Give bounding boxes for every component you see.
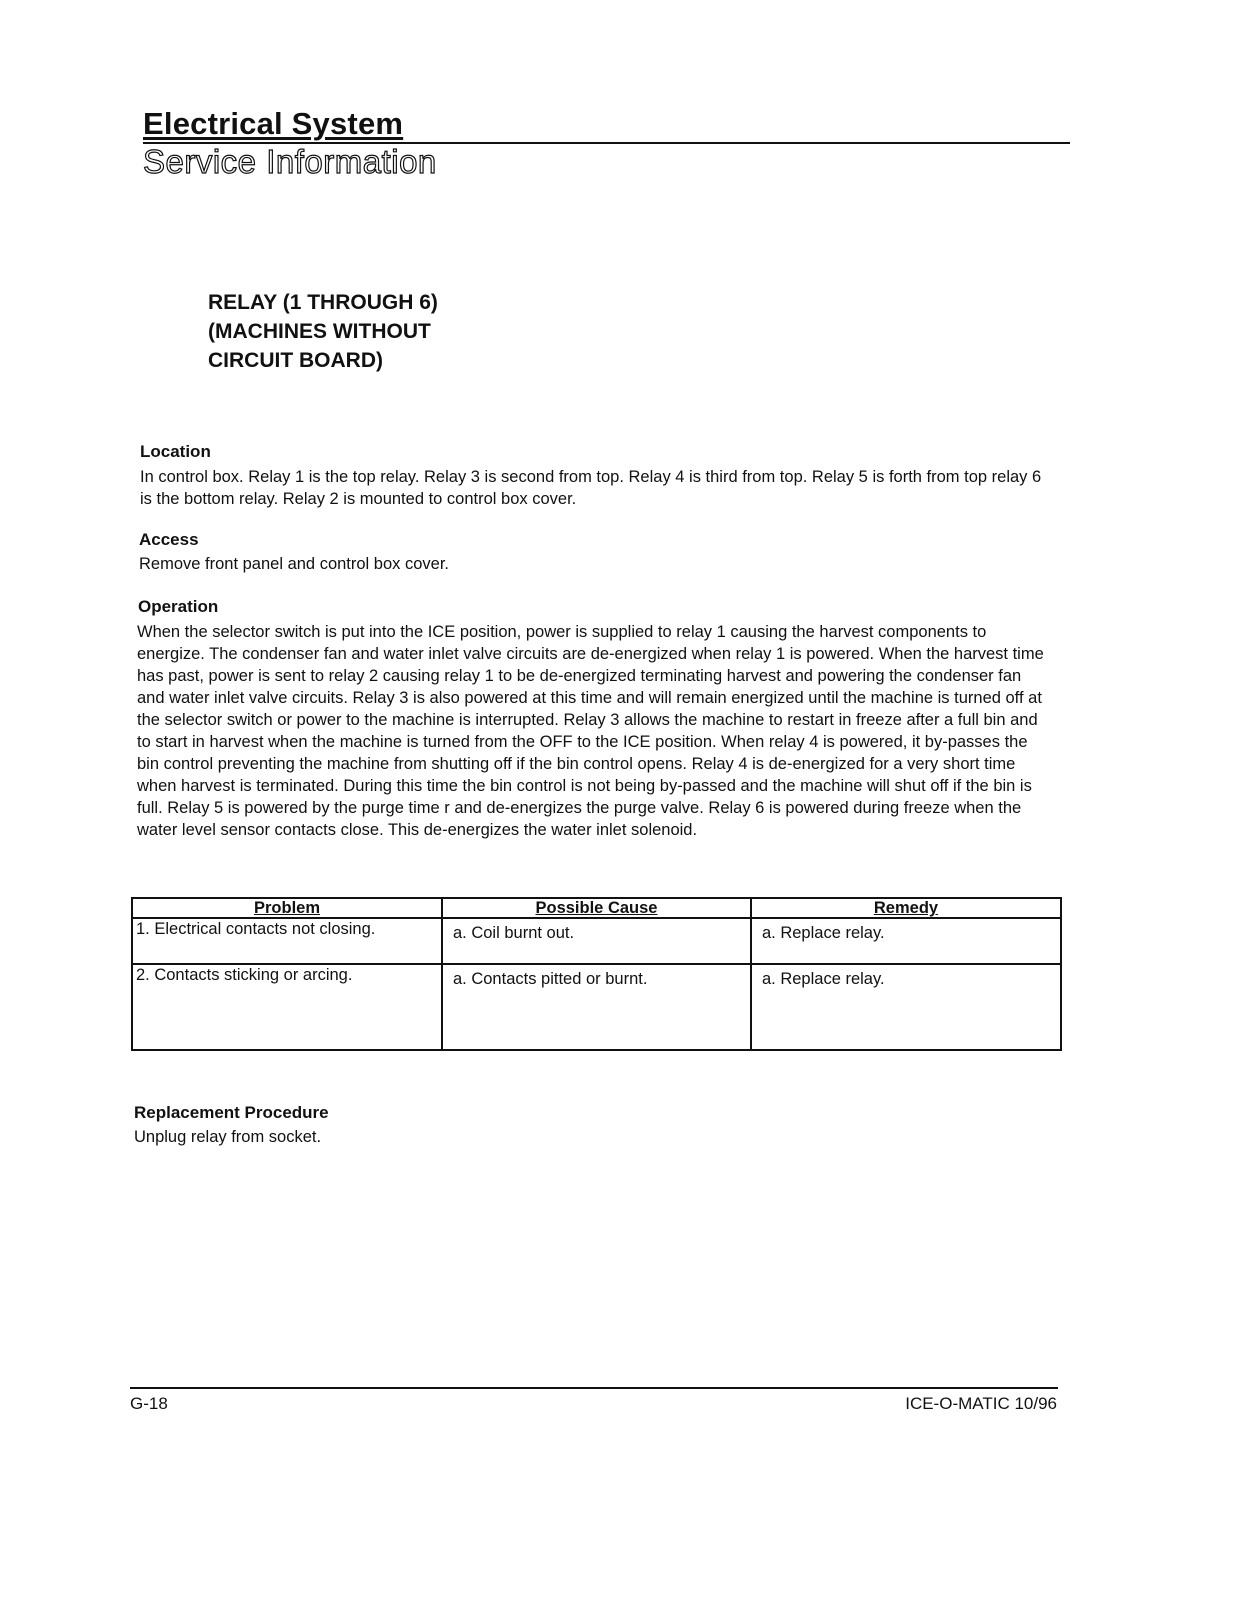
troubleshooting-table bbox=[131, 897, 1062, 1051]
problem-text: 2. Contacts sticking or arcing. bbox=[136, 966, 353, 984]
page-number: G-18 bbox=[130, 1394, 168, 1413]
operation-text: When the selector switch is put into the ICE position, power is supplied to relay 1 causing the harvest components to energize. The condenser fan and water inlet valve circuits are de-energized when relay 1 is powered. When the harvest time has past, power is sent to relay 2 causing relay 1 to be de-energized terminating harvest and powering the condenser fan and water inlet valve circuits. Relay 3 is also powered at this time and will remain energized until the machine is turned off at the selector switch or power to the machine is interrupted. Relay 3 allows the machine to restart in freeze after a full bin and to start in harvest when the machine is turned from the OFF to the ICE position. When relay 4 is powered, it by-passes the bin control preventing the machine from shutting off if the bin control opens. Relay 4 is de-energized for a very short time when harvest is terminated. During this time the bin control is not being by-passed and the machine will shut off if the bin is full. Relay 5 is powered by the purge time r and de-energizes the purge valve. Relay 6 is powered during freeze when the water level sensor contacts close. This de-energizes the water inlet solenoid. bbox=[137, 623, 1044, 839]
access-label: Access bbox=[139, 530, 199, 549]
problem-text: 1. Electrical contacts not closing. bbox=[136, 920, 376, 938]
cause-cell: a. Contacts pitted or burnt. bbox=[442, 964, 751, 1050]
problem-cell bbox=[132, 964, 442, 1050]
remedy-cell: a. Replace relay. bbox=[751, 918, 1061, 964]
column-header-possible-cause: Possible Cause bbox=[442, 898, 751, 918]
table-row bbox=[132, 918, 1061, 964]
column-header-problem: Problem bbox=[132, 898, 442, 918]
replacement-procedure-label: Replacement Procedure bbox=[134, 1103, 329, 1122]
location-text: In control box. Relay 1 is the top relay. Relay 3 is second from top. Relay 4 is third from top. Relay 5 is forth from top relay 6 is the bottom relay. Relay 2 is mounted to control box cover. bbox=[140, 468, 1042, 508]
page-subtitle: Service Information bbox=[143, 143, 437, 180]
remedy-cell: a. Replace relay. bbox=[751, 964, 1061, 1050]
location-label: Location bbox=[140, 442, 211, 461]
footer-brand: ICE-O-MATIC 10/96 bbox=[905, 1394, 1057, 1413]
column-header-remedy: Remedy bbox=[751, 898, 1061, 918]
footer-divider bbox=[130, 1387, 1058, 1389]
problem-cell bbox=[132, 918, 442, 964]
access-text: Remove front panel and control box cover. bbox=[139, 555, 450, 573]
cause-cell: a. Coil burnt out. bbox=[442, 918, 751, 964]
table-header-row bbox=[132, 898, 1061, 918]
replacement-procedure-text: Unplug relay from socket. bbox=[134, 1128, 322, 1146]
operation-label: Operation bbox=[138, 597, 219, 616]
section-heading: RELAY (1 THROUGH 6) (MACHINES WITHOUT CIRCUIT BOARD) bbox=[208, 291, 438, 372]
page-title: Electrical System bbox=[143, 106, 404, 141]
table-row bbox=[132, 964, 1061, 1050]
